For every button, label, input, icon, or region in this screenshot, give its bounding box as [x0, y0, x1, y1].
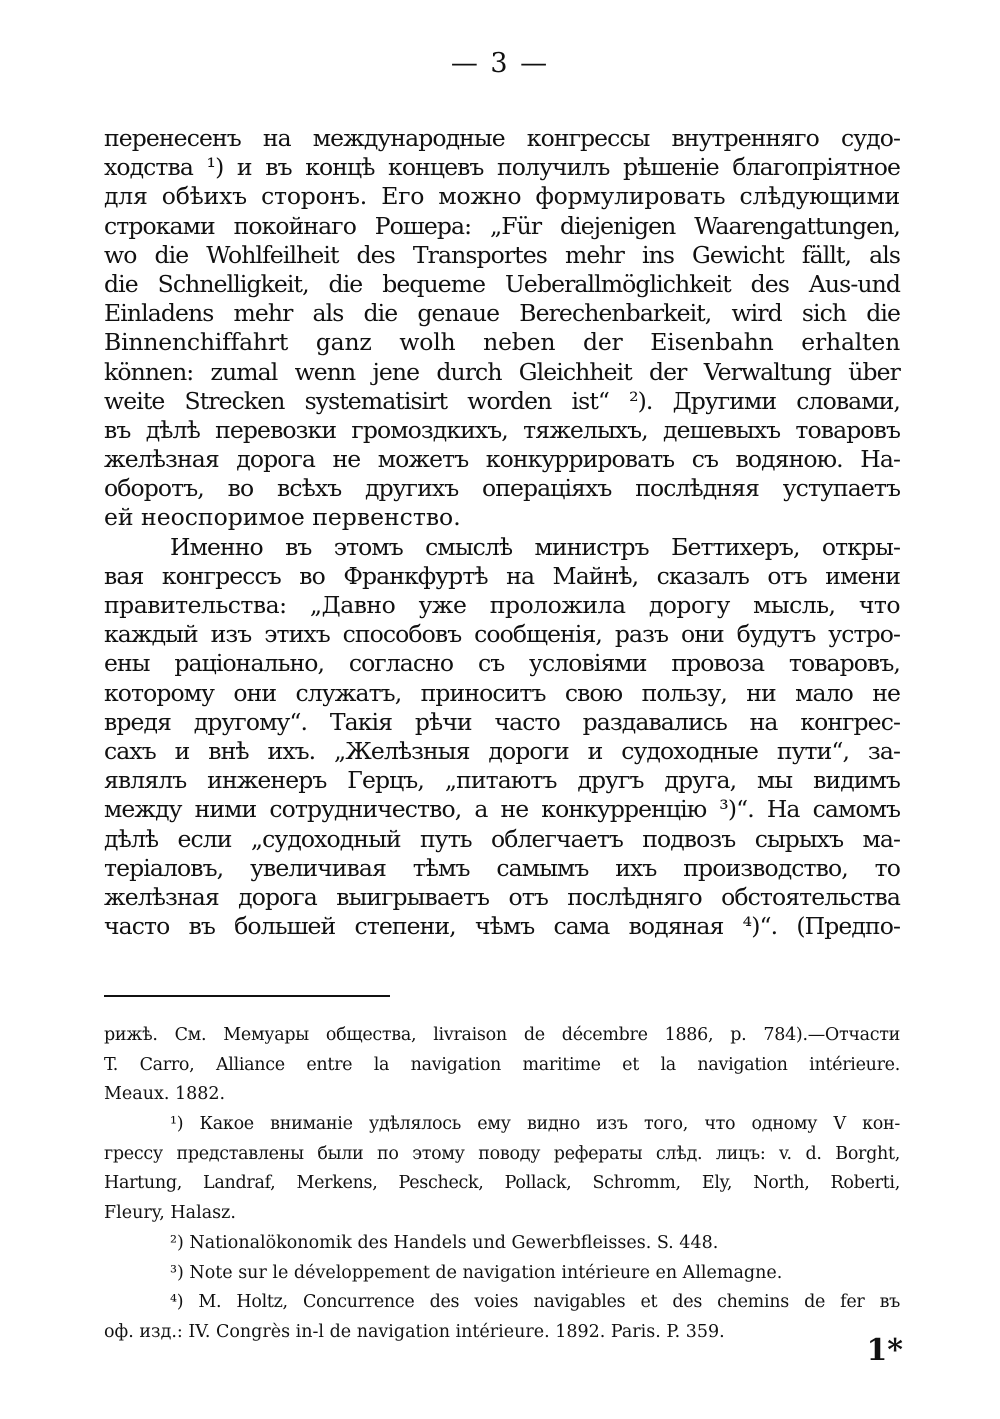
text-line: правительства: „Давно уже проложила дорогу мысль, что [104, 591, 900, 619]
text-line: теріаловъ, увеличивая тѣмъ самымъ ихъ производство, то [104, 853, 900, 882]
text-line: оборотъ, во всѣхъ другихъ операціяхъ послѣдняя уступаетъ [104, 474, 900, 503]
page-number: — 3 — [450, 48, 550, 79]
footnote-line: рижѣ. См. Мемуары общества, livraison de décembre 1886, p. 784).—Отчасти [104, 1025, 900, 1045]
footnotes [104, 1021, 900, 1348]
footnote-line: ¹) Какое вниманіе удѣлялось ему видно изъ того, что одному V кон- [170, 1114, 900, 1135]
text-line: ены раціонально, согласно съ условіями провоза товаровъ, [104, 649, 900, 678]
text-line: wo die Wohlfeilheit des Transportes mehr ins Gewicht fällt, als [104, 240, 900, 269]
text-line: для обѣихъ сторонъ. Его можно формулировать слѣдующими [104, 182, 900, 211]
footnote-line: T. Carro, Alliance entre la navigation maritime et la navigation intérieure. [104, 1054, 900, 1075]
text-line: каждый изъ этихъ способовъ сообщенія, разъ они будутъ устро- [104, 620, 900, 649]
text-line: ей неоспоримое первенство. [104, 503, 461, 532]
footnote-line: ⁴) M. Holtz, Concurrence des voies navigables et des chemins de fer въ [170, 1292, 900, 1313]
text-line: können: zumal wenn jene durch Gleichheit der Verwaltung über [104, 357, 900, 386]
signature-mark: 1* [866, 1333, 903, 1368]
text-line: въ дѣлѣ перевозки громоздкихъ, тяжелыхъ, дешевыхъ товаровъ [104, 415, 900, 444]
footnote-line: ³) Note sur le développement de navigation intérieure en Allemagne. [170, 1262, 783, 1283]
text-line: weite Strecken systematisirt worden ist“ ²). Другими словами, [104, 386, 900, 415]
text-line: желѣзная дорога выигрываетъ отъ послѣдняго обстоятельства [104, 882, 900, 911]
text-line: вредя другому“. Такія рѣчи часто раздавались на конгрес- [104, 707, 900, 736]
text-line: Einladens mehr als die genaue Berechenbarkeit, wird sich die [104, 299, 900, 328]
text-line: перенесенъ на международные конгрессы внутренняго судо- [104, 124, 900, 152]
footnote-line: Fleury, Halasz. [104, 1203, 236, 1224]
footnote-line: грессу представлены были по этому поводу рефераты слѣд. лицъ: v. d. Borght, [104, 1143, 900, 1164]
footnote-line: Hartung, Landraf, Merkens, Pescheck, Pollack, Schromm, Ely, North, Roberti, [104, 1173, 900, 1194]
footnote-line: ²) Nationalökonomik des Handels und Gewerbfleisses. S. 448. [170, 1232, 719, 1253]
text-line: Binnenchiffahrt ganz wolh neben der Eisenbahn erhalten [104, 328, 900, 357]
footnote-divider [104, 995, 390, 997]
text-line: между ними сотрудничество, а не конкурренцію ³)“. На самомъ [104, 795, 900, 824]
footnote-line: оф. изд.: IV. Congrès in-l de navigation intérieure. 1892. Paris. P. 359. [104, 1321, 725, 1342]
footnote-line: Meaux. 1882. [104, 1084, 226, 1105]
text-line: которому они служатъ, приноситъ свою пользу, ни мало не [104, 678, 900, 707]
text-line: сахъ и внѣ ихъ. „Желѣзныя дороги и судоходные пути“, за- [104, 736, 900, 765]
text-line: вая конгрессъ во Франкфуртѣ на Майнѣ, сказалъ отъ имени [104, 561, 900, 590]
text-line: строками покойнаго Рошера: „Für diejenigen Waarengattungen, [104, 211, 900, 240]
text-line: часто въ большей степени, чѣмъ сама водяная ⁴)“. (Предпо- [104, 912, 900, 941]
paragraph-first-line: Именно въ этомъ смыслѣ министръ Беттихеръ, откры- [170, 532, 900, 561]
text-line: являлъ инженеръ Герцъ, „питаютъ другъ друга, мы видимъ [104, 766, 900, 795]
text-line: дѣлѣ если „судоходный путь облегчаетъ подвозъ сырыхъ ма- [104, 824, 900, 853]
main-text [104, 124, 900, 941]
text-line: желѣзная дорога не можетъ конкуррировать съ водяною. На- [104, 445, 900, 474]
text-line: ходства ¹) и въ концѣ концевъ получилъ рѣшеніе благопріятное [104, 153, 900, 182]
text-line: die Schnelligkeit, die bequeme Ueberallmöglichkeit des Aus-und [104, 269, 900, 298]
